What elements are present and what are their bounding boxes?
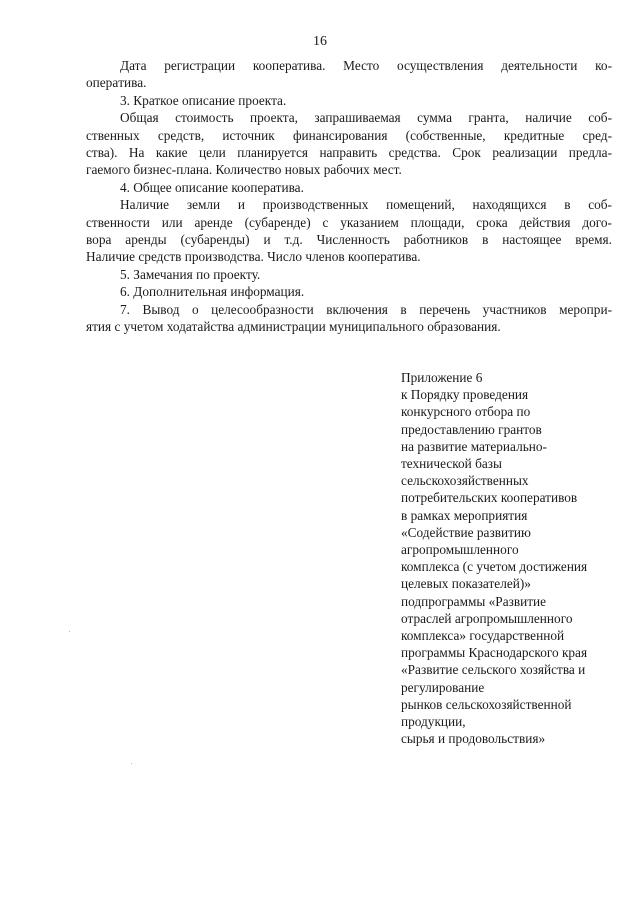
body-line: ственных средств, источник финансирования (собственные, кредитные сред- — [86, 127, 612, 143]
scan-speck — [131, 763, 132, 764]
page-number: 16 — [313, 34, 327, 49]
annex-line: подпрограммы «Развитие — [401, 593, 547, 609]
body-line: вора аренды (субаренды) и т.д. Численность работников в настоящее время. — [86, 232, 612, 248]
body-line: ственности или аренде (субаренде) с указанием площади, срока действия дого- — [86, 214, 612, 230]
annex-line: «Развитие сельского хозяйства и — [401, 662, 586, 678]
annex-line: конкурсного отбора по — [401, 404, 531, 420]
annex-block — [401, 369, 627, 747]
section-heading: 6. Дополнительная информация. — [120, 284, 305, 300]
annex-line: «Содействие развитию — [401, 524, 531, 540]
body-line: ятия с учетом ходатайства администрации муниципального образования. — [86, 319, 501, 335]
section-heading: 4. Общее описание кооператива. — [120, 179, 304, 195]
annex-line: к Порядку проведения — [401, 387, 529, 403]
annex-title: Приложение 6 — [401, 370, 483, 385]
annex-line: продукции, — [401, 714, 466, 730]
annex-line: комплекса (с учетом достижения — [401, 559, 588, 575]
body-line: оперaтива. — [86, 75, 147, 91]
annex-line: рынков сельскохозяйственной — [401, 696, 572, 712]
scan-speck — [69, 631, 70, 632]
annex-line: в рамках мероприятия — [401, 507, 528, 523]
annex-line: агропромышленного — [401, 542, 519, 558]
annex-line: на развитие материально- — [401, 438, 547, 454]
body-line: Наличие средств производства. Число членов кооператива. — [86, 249, 421, 265]
annex-line: программы Краснодарского края — [401, 645, 588, 661]
body-line: гаемого бизнес-плана. Количество новых рабочих мест. — [86, 162, 402, 178]
annex-line: сельскохозяйственных — [401, 473, 529, 489]
annex-line: предоставлению грантов — [401, 421, 542, 437]
section-heading: 5. Замечания по проекту. — [120, 266, 261, 282]
annex-line: комплекса» государственной — [401, 628, 565, 644]
body-line: Общая стоимость проекта, запрашиваемая сумма гранта, наличие соб- — [120, 110, 612, 126]
body-line: Дата регистрации кооператива. Место осуществления деятельности ко- — [120, 58, 612, 73]
body-line: 7. Вывод о целесообразности включения в перечень участников меропри- — [120, 301, 612, 317]
body-text — [86, 57, 612, 336]
body-line: ства). На какие цели планируется направить средства. Срок реализации предла- — [86, 145, 612, 161]
annex-line: технической базы — [401, 456, 502, 472]
annex-line: целевых показателей)» — [401, 576, 531, 592]
body-line: Наличие земли и производственных помещений, находящихся в соб- — [120, 197, 612, 213]
annex-line: регулирование — [401, 679, 485, 695]
annex-line: отраслей агропромышленного — [401, 610, 573, 626]
annex-line: потребительских кооперативов — [401, 490, 578, 506]
section-heading: 3. Краткое описание проекта. — [120, 92, 287, 108]
annex-line: сырья и продовольствия» — [401, 731, 546, 747]
